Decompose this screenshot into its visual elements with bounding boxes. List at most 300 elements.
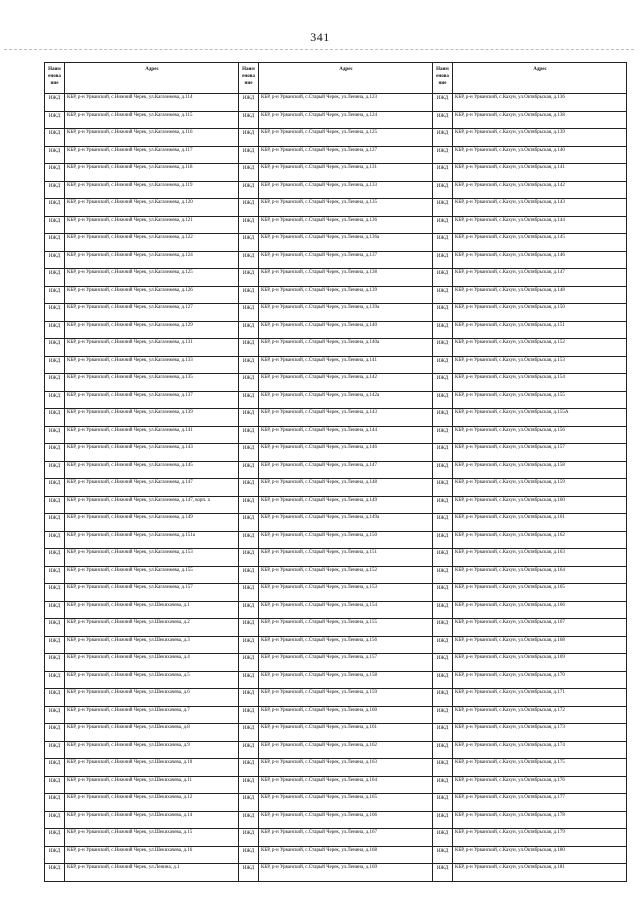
type-cell: ИЖД [239, 742, 259, 759]
address-cell: КБР, р-н Урванский, с.Старый Черек, ул.Ленина, д.140а [259, 339, 433, 356]
table-row [45, 94, 627, 112]
type-cell: ИЖД [239, 287, 259, 304]
address-cell: КБР, р-н Урванский, с.Нижний Черек, ул.Кагазежева, д.137 [65, 392, 239, 409]
type-cell: ИЖД [433, 269, 453, 286]
address-cell: КБР, р-н Урванский, с.Нижний Черек, ул.Кагазежева, д.155 [65, 567, 239, 584]
table-row [45, 199, 627, 217]
address-cell: КБР, р-н Урванский, с.Старый Черек, ул.Ленина, д.150 [259, 532, 433, 549]
type-cell: ИЖД [239, 864, 259, 881]
address-cell: КБР, р-н Урванский, с.Нижний Черек, ул.Шекихачева, д.5 [65, 672, 239, 689]
address-cell: КБР, р-н Урванский, с.Старый Черек, ул.Ленина, д.153 [259, 584, 433, 601]
type-cell: ИЖД [239, 217, 259, 234]
address-cell: КБР, р-н Урванский, с.Нижний Черек, ул.Шекихачева, д.1 [65, 602, 239, 619]
table-row [45, 392, 627, 410]
address-cell: КБР, р-н Урванский, с.Нижний Черек, ул.Кагазежева, д.141 [65, 427, 239, 444]
type-cell: ИЖД [433, 549, 453, 566]
type-cell: ИЖД [45, 444, 65, 461]
address-cell: КБР, р-н Урванский, с.Старый Черек, ул.Ленина, д.143 [259, 409, 433, 426]
type-cell: ИЖД [433, 164, 453, 181]
table-row [45, 602, 627, 620]
address-cell: КБР, р-н Урванский, с.Старый Черек, ул.Ленина, д.144 [259, 427, 433, 444]
type-cell: ИЖД [433, 689, 453, 706]
type-cell: ИЖД [239, 654, 259, 671]
type-cell: ИЖД [433, 654, 453, 671]
address-cell: КБР, р-н Урванский, с.Старый Черек, ул.Ленина, д.162 [259, 742, 433, 759]
address-cell: КБР, р-н Урванский, с.Кахун, ул.Октябрьская, д.140 [453, 147, 627, 164]
address-cell: КБР, р-н Урванский, с.Нижний Черек, ул.Кагазежева, д.121 [65, 217, 239, 234]
address-cell: КБР, р-н Урванский, с.Нижний Черек, ул.Кагазежева, д.151а [65, 532, 239, 549]
address-cell: КБР, р-н Урванский, с.Кахун, ул.Октябрьская, д.167 [453, 619, 627, 636]
address-cell: КБР, р-н Урванский, с.Старый Черек, ул.Ленина, д.139а [259, 304, 433, 321]
type-cell: ИЖД [239, 829, 259, 846]
address-cell: КБР, р-н Урванский, с.Кахун, ул.Октябрьская, д.158 [453, 462, 627, 479]
type-cell: ИЖД [45, 147, 65, 164]
type-cell: ИЖД [45, 514, 65, 531]
address-cell: КБР, р-н Урванский, с.Кахун, ул.Октябрьская, д.148 [453, 287, 627, 304]
type-cell: ИЖД [239, 392, 259, 409]
header-type: Наим енова ние [433, 63, 453, 93]
address-cell: КБР, р-н Урванский, с.Кахун, ул.Октябрьская, д.146 [453, 252, 627, 269]
address-cell: КБР, р-н Урванский, с.Кахун, ул.Октябрьская, д.175 [453, 759, 627, 776]
address-cell: КБР, р-н Урванский, с.Старый Черек, ул.Ленина, д.136 [259, 217, 433, 234]
header-address: Адрес [453, 63, 627, 93]
table-row [45, 497, 627, 515]
address-cell: КБР, р-н Урванский, с.Нижний Черек, ул.Кагазежева, д.139 [65, 409, 239, 426]
type-cell: ИЖД [45, 427, 65, 444]
address-cell: КБР, р-н Урванский, с.Нижний Черек, ул.Кагазежева, д.115 [65, 112, 239, 129]
address-cell: КБР, р-н Урванский, с.Кахун, ул.Октябрьская, д.163 [453, 549, 627, 566]
type-cell: ИЖД [239, 164, 259, 181]
address-cell: КБР, р-н Урванский, с.Старый Черек, ул.Ленина, д.142 [259, 374, 433, 391]
address-cell: КБР, р-н Урванский, с.Нижний Черек, ул.Кагазежева, д.127 [65, 304, 239, 321]
type-cell: ИЖД [433, 637, 453, 654]
table-row [45, 374, 627, 392]
type-cell: ИЖД [433, 182, 453, 199]
address-cell: КБР, р-н Урванский, с.Кахун, ул.Октябрьская, д.145 [453, 234, 627, 251]
address-cell: КБР, р-н Урванский, с.Старый Черек, ул.Ленина, д.156 [259, 637, 433, 654]
table-row [45, 129, 627, 147]
table-row [45, 532, 627, 550]
type-cell: ИЖД [239, 619, 259, 636]
address-cell: КБР, р-н Урванский, с.Нижний Черек, ул.Шекихачева, д.6 [65, 689, 239, 706]
address-cell: КБР, р-н Урванский, с.Нижний Черек, ул.Кагазежева, д.147, корп. а [65, 497, 239, 514]
table-row [45, 742, 627, 760]
address-cell: КБР, р-н Урванский, с.Старый Черек, ул.Ленина, д.135 [259, 199, 433, 216]
address-cell: КБР, р-н Урванский, с.Кахун, ул.Октябрьская, д.164 [453, 567, 627, 584]
type-cell: ИЖД [433, 794, 453, 811]
address-cell: КБР, р-н Урванский, с.Нижний Черек, ул.Кагазежева, д.147 [65, 479, 239, 496]
table-row [45, 672, 627, 690]
type-cell: ИЖД [433, 199, 453, 216]
address-cell: КБР, р-н Урванский, с.Кахун, ул.Октябрьская, д.159 [453, 479, 627, 496]
address-cell: КБР, р-н Урванский, с.Кахун, ул.Октябрьская, д.152 [453, 339, 627, 356]
address-cell: КБР, р-н Урванский, с.Нижний Черек, ул.Шекихачева, д.4 [65, 654, 239, 671]
address-cell: КБР, р-н Урванский, с.Старый Черек, ул.Ленина, д.167 [259, 829, 433, 846]
address-cell: КБР, р-н Урванский, с.Нижний Черек, ул.Кагазежева, д.145 [65, 462, 239, 479]
table-row [45, 322, 627, 340]
type-cell: ИЖД [433, 339, 453, 356]
type-cell: ИЖД [45, 497, 65, 514]
table-row [45, 847, 627, 865]
type-cell: ИЖД [433, 287, 453, 304]
table-row [45, 567, 627, 585]
address-cell: КБР, р-н Урванский, с.Старый Черек, ул.Ленина, д.123 [259, 94, 433, 111]
table-row [45, 304, 627, 322]
address-cell: КБР, р-н Урванский, с.Кахун, ул.Октябрьская, д.138 [453, 112, 627, 129]
type-cell: ИЖД [433, 444, 453, 461]
address-cell: КБР, р-н Урванский, с.Кахун, ул.Октябрьская, д.155 [453, 392, 627, 409]
type-cell: ИЖД [45, 217, 65, 234]
type-cell: ИЖД [239, 759, 259, 776]
table-row [45, 724, 627, 742]
address-cell: КБР, р-н Урванский, с.Старый Черек, ул.Ленина, д.160 [259, 707, 433, 724]
table-row [45, 217, 627, 235]
type-cell: ИЖД [45, 392, 65, 409]
address-cell: КБР, р-н Урванский, с.Старый Черек, ул.Ленина, д.138 [259, 269, 433, 286]
address-cell: КБР, р-н Урванский, с.Кахун, ул.Октябрьская, д.172 [453, 707, 627, 724]
address-cell: КБР, р-н Урванский, с.Нижний Черек, ул.Кагазежева, д.129 [65, 322, 239, 339]
address-cell: КБР, р-н Урванский, с.Старый Черек, ул.Ленина, д.133 [259, 182, 433, 199]
type-cell: ИЖД [433, 497, 453, 514]
address-cell: КБР, р-н Урванский, с.Кахун, ул.Октябрьская, д.165 [453, 584, 627, 601]
address-cell: КБР, р-н Урванский, с.Кахун, ул.Октябрьская, д.153 [453, 357, 627, 374]
type-cell: ИЖД [433, 672, 453, 689]
address-cell: КБР, р-н Урванский, с.Нижний Черек, ул.Шекихачева, д.7 [65, 707, 239, 724]
address-cell: КБР, р-н Урванский, с.Кахун, ул.Октябрьская, д.179 [453, 829, 627, 846]
table-row [45, 637, 627, 655]
address-cell: КБР, р-н Урванский, с.Нижний Черек, ул.Кагазежева, д.125 [65, 269, 239, 286]
type-cell: ИЖД [239, 637, 259, 654]
address-cell: КБР, р-н Урванский, с.Старый Черек, ул.Ленина, д.165 [259, 794, 433, 811]
type-cell: ИЖД [239, 147, 259, 164]
table-row [45, 829, 627, 847]
type-cell: ИЖД [45, 409, 65, 426]
type-cell: ИЖД [45, 252, 65, 269]
address-cell: КБР, р-н Урванский, с.Кахун, ул.Октябрьская, д.176 [453, 777, 627, 794]
type-cell: ИЖД [433, 462, 453, 479]
type-cell: ИЖД [433, 147, 453, 164]
type-cell: ИЖД [239, 94, 259, 111]
address-cell: КБР, р-н Урванский, с.Старый Черек, ул.Ленина, д.158 [259, 672, 433, 689]
header-address: Адрес [65, 63, 239, 93]
address-cell: КБР, р-н Урванский, с.Кахун, ул.Октябрьская, д.147 [453, 269, 627, 286]
type-cell: ИЖД [45, 532, 65, 549]
address-cell: КБР, р-н Урванский, с.Нижний Черек, ул.Кагазежева, д.149 [65, 514, 239, 531]
address-cell: КБР, р-н Урванский, с.Нижний Черек, ул.Кагазежева, д.120 [65, 199, 239, 216]
address-cell: КБР, р-н Урванский, с.Старый Черек, ул.Ленина, д.157 [259, 654, 433, 671]
type-cell: ИЖД [239, 532, 259, 549]
type-cell: ИЖД [433, 707, 453, 724]
type-cell: ИЖД [45, 339, 65, 356]
type-cell: ИЖД [239, 304, 259, 321]
address-cell: КБР, р-н Урванский, с.Кахун, ул.Октябрьская, д.161 [453, 514, 627, 531]
address-cell: КБР, р-н Урванский, с.Нижний Черек, ул.Шекихачева, д.8 [65, 724, 239, 741]
address-cell: КБР, р-н Урванский, с.Нижний Черек, ул.Шекихачева, д.16 [65, 847, 239, 864]
header-type: Наим енова ние [45, 63, 65, 93]
address-cell: КБР, р-н Урванский, с.Старый Черек, ул.Ленина, д.161 [259, 724, 433, 741]
type-cell: ИЖД [45, 584, 65, 601]
address-cell: КБР, р-н Урванский, с.Кахун, ул.Октябрьская, д.143 [453, 199, 627, 216]
table-row [45, 549, 627, 567]
address-cell: КБР, р-н Урванский, с.Нижний Черек, ул.Кагазежева, д.124 [65, 252, 239, 269]
type-cell: ИЖД [239, 129, 259, 146]
table-row [45, 707, 627, 725]
address-cell: КБР, р-н Урванский, с.Старый Черек, ул.Ленина, д.142а [259, 392, 433, 409]
address-cell: КБР, р-н Урванский, с.Кахун, ул.Октябрьская, д.160 [453, 497, 627, 514]
type-cell: ИЖД [433, 812, 453, 829]
address-cell: КБР, р-н Урванский, с.Старый Черек, ул.Ленина, д.151 [259, 549, 433, 566]
table-row [45, 409, 627, 427]
address-cell: КБР, р-н Урванский, с.Нижний Черек, ул.Шекихачева, д.11 [65, 777, 239, 794]
type-cell: ИЖД [433, 217, 453, 234]
table-row [45, 462, 627, 480]
type-cell: ИЖД [45, 94, 65, 111]
type-cell: ИЖД [433, 567, 453, 584]
type-cell: ИЖД [433, 129, 453, 146]
table-row [45, 479, 627, 497]
table-row [45, 269, 627, 287]
address-cell: КБР, р-н Урванский, с.Старый Черек, ул.Ленина, д.124 [259, 112, 433, 129]
table-row [45, 357, 627, 375]
type-cell: ИЖД [45, 357, 65, 374]
address-cell: КБР, р-н Урванский, с.Старый Черек, ул.Ленина, д.127 [259, 147, 433, 164]
type-cell: ИЖД [45, 864, 65, 881]
address-cell: КБР, р-н Урванский, с.Кахун, ул.Октябрьская, д.141 [453, 164, 627, 181]
type-cell: ИЖД [45, 672, 65, 689]
type-cell: ИЖД [45, 287, 65, 304]
table-row [45, 287, 627, 305]
type-cell: ИЖД [433, 94, 453, 111]
type-cell: ИЖД [433, 584, 453, 601]
type-cell: ИЖД [239, 322, 259, 339]
type-cell: ИЖД [239, 777, 259, 794]
address-cell: КБР, р-н Урванский, с.Кахун, ул.Октябрьская, д.166 [453, 602, 627, 619]
address-cell: КБР, р-н Урванский, с.Нижний Черек, ул.Кагазежева, д.143 [65, 444, 239, 461]
type-cell: ИЖД [239, 812, 259, 829]
address-cell: КБР, р-н Урванский, с.Нижний Черек, ул.Кагазежева, д.133 [65, 357, 239, 374]
type-cell: ИЖД [45, 602, 65, 619]
type-cell: ИЖД [45, 794, 65, 811]
address-cell: КБР, р-н Урванский, с.Нижний Черек, ул.Шекихачева, д.12 [65, 794, 239, 811]
address-cell: КБР, р-н Урванский, с.Нижний Черек, ул.Кагазежева, д.122 [65, 234, 239, 251]
type-cell: ИЖД [45, 199, 65, 216]
table-row [45, 864, 627, 882]
type-cell: ИЖД [433, 724, 453, 741]
type-cell: ИЖД [433, 514, 453, 531]
address-cell: КБР, р-н Урванский, с.Старый Черек, ул.Ленина, д.139 [259, 287, 433, 304]
type-cell: ИЖД [239, 269, 259, 286]
table-row [45, 759, 627, 777]
address-cell: КБР, р-н Урванский, с.Кахун, ул.Октябрьская, д.151 [453, 322, 627, 339]
address-cell: КБР, р-н Урванский, с.Нижний Черек, ул.Кагазежева, д.135 [65, 374, 239, 391]
header-address: Адрес [259, 63, 433, 93]
type-cell: ИЖД [45, 567, 65, 584]
type-cell: ИЖД [239, 602, 259, 619]
type-cell: ИЖД [239, 339, 259, 356]
address-cell: КБР, р-н Урванский, с.Кахун, ул.Октябрьская, д.178 [453, 812, 627, 829]
type-cell: ИЖД [433, 864, 453, 881]
type-cell: ИЖД [239, 794, 259, 811]
type-cell: ИЖД [239, 584, 259, 601]
type-cell: ИЖД [45, 304, 65, 321]
address-cell: КБР, р-н Урванский, с.Нижний Черек, ул.Кагазежева, д.131 [65, 339, 239, 356]
table-row [45, 584, 627, 602]
type-cell: ИЖД [433, 742, 453, 759]
address-cell: КБР, р-н Урванский, с.Кахун, ул.Октябрьская, д.144 [453, 217, 627, 234]
type-cell: ИЖД [45, 742, 65, 759]
address-cell: КБР, р-н Урванский, с.Нижний Черек, ул.Ленина, д.1 [65, 864, 239, 881]
type-cell: ИЖД [45, 182, 65, 199]
table-row [45, 112, 627, 130]
table-row [45, 182, 627, 200]
address-cell: КБР, р-н Урванский, с.Кахун, ул.Октябрьская, д.168 [453, 637, 627, 654]
address-cell: КБР, р-н Урванский, с.Старый Черек, ул.Ленина, д.149 [259, 497, 433, 514]
table-row [45, 777, 627, 795]
address-cell: КБР, р-н Урванский, с.Кахун, ул.Октябрьская, д.174 [453, 742, 627, 759]
type-cell: ИЖД [239, 479, 259, 496]
type-cell: ИЖД [45, 847, 65, 864]
type-cell: ИЖД [45, 322, 65, 339]
type-cell: ИЖД [239, 444, 259, 461]
address-cell: КБР, р-н Урванский, с.Старый Черек, ул.Ленина, д.140 [259, 322, 433, 339]
address-cell: КБР, р-н Урванский, с.Старый Черек, ул.Ленина, д.169 [259, 864, 433, 881]
type-cell: ИЖД [433, 112, 453, 129]
type-cell: ИЖД [433, 619, 453, 636]
type-cell: ИЖД [433, 532, 453, 549]
address-cell: КБР, р-н Урванский, с.Нижний Черек, ул.Кагазежева, д.117 [65, 147, 239, 164]
address-cell: КБР, р-н Урванский, с.Нижний Черек, ул.Шекихачева, д.9 [65, 742, 239, 759]
type-cell: ИЖД [239, 357, 259, 374]
address-cell: КБР, р-н Урванский, с.Кахун, ул.Октябрьская, д.180 [453, 847, 627, 864]
registry-table [44, 62, 627, 882]
type-cell: ИЖД [433, 479, 453, 496]
table-row [45, 147, 627, 165]
type-cell: ИЖД [433, 777, 453, 794]
type-cell: ИЖД [239, 724, 259, 741]
type-cell: ИЖД [239, 672, 259, 689]
type-cell: ИЖД [433, 304, 453, 321]
type-cell: ИЖД [45, 707, 65, 724]
type-cell: ИЖД [433, 602, 453, 619]
address-cell: КБР, р-н Урванский, с.Старый Черек, ул.Ленина, д.163 [259, 759, 433, 776]
address-cell: КБР, р-н Урванский, с.Кахун, ул.Октябрьская, д.181 [453, 864, 627, 881]
address-cell: КБР, р-н Урванский, с.Старый Черек, ул.Ленина, д.131 [259, 164, 433, 181]
table-row [45, 252, 627, 270]
address-cell: КБР, р-н Урванский, с.Старый Черек, ул.Ленина, д.125 [259, 129, 433, 146]
type-cell: ИЖД [433, 392, 453, 409]
address-cell: КБР, р-н Урванский, с.Кахун, ул.Октябрьская, д.142 [453, 182, 627, 199]
type-cell: ИЖД [45, 829, 65, 846]
table-row [45, 444, 627, 462]
address-cell: КБР, р-н Урванский, с.Кахун, ул.Октябрьская, д.154 [453, 374, 627, 391]
table-row [45, 619, 627, 637]
type-cell: ИЖД [239, 374, 259, 391]
address-cell: КБР, р-н Урванский, с.Кахун, ул.Октябрьская, д.139 [453, 129, 627, 146]
address-cell: КБР, р-н Урванский, с.Старый Черек, ул.Ленина, д.137 [259, 252, 433, 269]
type-cell: ИЖД [45, 689, 65, 706]
type-cell: ИЖД [433, 357, 453, 374]
address-cell: КБР, р-н Урванский, с.Нижний Черек, ул.Шекихачева, д.14 [65, 812, 239, 829]
type-cell: ИЖД [239, 252, 259, 269]
address-cell: КБР, р-н Урванский, с.Нижний Черек, ул.Шекихачева, д.15 [65, 829, 239, 846]
address-cell: КБР, р-н Урванский, с.Нижний Черек, ул.Кагазежева, д.157 [65, 584, 239, 601]
address-cell: КБР, р-н Урванский, с.Нижний Черек, ул.Кагазежева, д.126 [65, 287, 239, 304]
type-cell: ИЖД [433, 829, 453, 846]
address-cell: КБР, р-н Урванский, с.Старый Черек, ул.Ленина, д.168 [259, 847, 433, 864]
table-header-row [45, 63, 627, 94]
type-cell: ИЖД [433, 847, 453, 864]
table-row [45, 794, 627, 812]
address-cell: КБР, р-н Урванский, с.Старый Черек, ул.Ленина, д.154 [259, 602, 433, 619]
address-cell: КБР, р-н Урванский, с.Кахун, ул.Октябрьская, д.136 [453, 94, 627, 111]
table-row [45, 654, 627, 672]
address-cell: КБР, р-н Урванский, с.Нижний Черек, ул.Шекихачева, д.3 [65, 637, 239, 654]
table-row [45, 689, 627, 707]
address-cell: КБР, р-н Урванский, с.Кахун, ул.Октябрьская, д.171 [453, 689, 627, 706]
page-number: 341 [310, 30, 330, 44]
type-cell: ИЖД [239, 689, 259, 706]
address-cell: КБР, р-н Урванский, с.Старый Черек, ул.Ленина, д.159 [259, 689, 433, 706]
type-cell: ИЖД [239, 462, 259, 479]
table-row [45, 812, 627, 830]
type-cell: ИЖД [45, 637, 65, 654]
address-cell: КБР, р-н Урванский, с.Кахун, ул.Октябрьская, д.150 [453, 304, 627, 321]
type-cell: ИЖД [45, 164, 65, 181]
type-cell: ИЖД [45, 724, 65, 741]
address-cell: КБР, р-н Урванский, с.Старый Черек, ул.Ленина, д.152 [259, 567, 433, 584]
address-cell: КБР, р-н Урванский, с.Кахун, ул.Октябрьская, д.157 [453, 444, 627, 461]
address-cell: КБР, р-н Урванский, с.Кахун, ул.Октябрьская, д.156 [453, 427, 627, 444]
type-cell: ИЖД [239, 847, 259, 864]
address-cell: КБР, р-н Урванский, с.Кахун, ул.Октябрьская, д.162 [453, 532, 627, 549]
type-cell: ИЖД [45, 549, 65, 566]
type-cell: ИЖД [45, 112, 65, 129]
address-cell: КБР, р-н Урванский, с.Старый Черек, ул.Ленина, д.136а [259, 234, 433, 251]
type-cell: ИЖД [45, 269, 65, 286]
type-cell: ИЖД [433, 759, 453, 776]
type-cell: ИЖД [45, 654, 65, 671]
address-cell: КБР, р-н Урванский, с.Кахун, ул.Октябрьская, д.169 [453, 654, 627, 671]
address-cell: КБР, р-н Урванский, с.Кахун, ул.Октябрьская, д.170 [453, 672, 627, 689]
address-cell: КБР, р-н Урванский, с.Старый Черек, ул.Ленина, д.141 [259, 357, 433, 374]
type-cell: ИЖД [45, 234, 65, 251]
address-cell: КБР, р-н Урванский, с.Старый Черек, ул.Ленина, д.155 [259, 619, 433, 636]
type-cell: ИЖД [45, 619, 65, 636]
type-cell: ИЖД [239, 199, 259, 216]
table-row [45, 164, 627, 182]
type-cell: ИЖД [239, 427, 259, 444]
table-row [45, 514, 627, 532]
type-cell: ИЖД [433, 252, 453, 269]
type-cell: ИЖД [239, 234, 259, 251]
scan-divider [4, 49, 634, 50]
type-cell: ИЖД [433, 409, 453, 426]
address-cell: КБР, р-н Урванский, с.Нижний Черек, ул.Кагазежева, д.118 [65, 164, 239, 181]
address-cell: КБР, р-н Урванский, с.Нижний Черек, ул.Шекихачева, д.10 [65, 759, 239, 776]
address-cell: КБР, р-н Урванский, с.Старый Черек, ул.Ленина, д.148 [259, 479, 433, 496]
type-cell: ИЖД [239, 182, 259, 199]
address-cell: КБР, р-н Урванский, с.Нижний Черек, ул.Кагазежева, д.116 [65, 129, 239, 146]
type-cell: ИЖД [45, 777, 65, 794]
table-row [45, 427, 627, 445]
address-cell: КБР, р-н Урванский, с.Старый Черек, ул.Ленина, д.164 [259, 777, 433, 794]
address-cell: КБР, р-н Урванский, с.Нижний Черек, ул.Кагазежева, д.153 [65, 549, 239, 566]
address-cell: КБР, р-н Урванский, с.Нижний Черек, ул.Шекихачева, д.2 [65, 619, 239, 636]
type-cell: ИЖД [45, 462, 65, 479]
type-cell: ИЖД [239, 409, 259, 426]
address-cell: КБР, р-н Урванский, с.Старый Черек, ул.Ленина, д.149а [259, 514, 433, 531]
address-cell: КБР, р-н Урванский, с.Кахун, ул.Октябрьская, д.155А [453, 409, 627, 426]
